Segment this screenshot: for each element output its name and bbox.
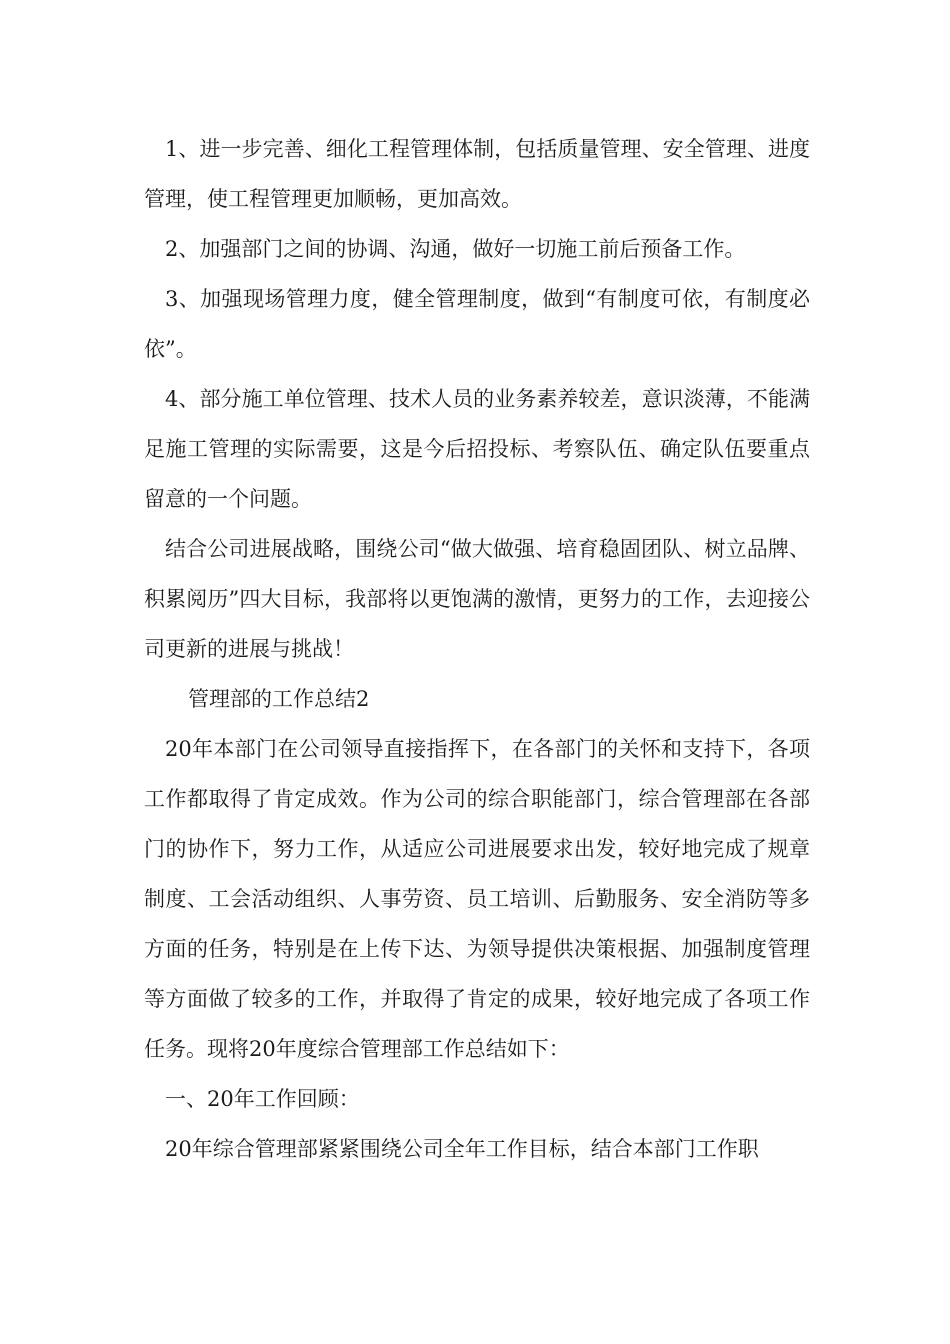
paragraph-item-2: 2、加强部门之间的协调、沟通，做好一切施工前后预备工作。	[165, 237, 746, 261]
subsection-heading: 一、20年工作回顾：	[165, 1087, 360, 1111]
paragraph-intro: 20年本部门在公司领导直接指挥下，在各部门的关怀和支持下，各项工作都取得了肯定成效。作为公司的综合职能部门，综合管理部在各部门的协作下，努力工作，从适应公司进展要求出发，较好地完成了规章制度、工会活动组织、人事劳资、员工培训、后勤服务、安全消防等多方面的任务，特别是在上传下达、为领导提供决策根据、加强制度管理等方面做了较多的工作，并取得了肯定的成果，较好地完成了各项工作任务。现将20年度综合管理部工作总结如下：	[144, 737, 810, 1061]
document-body	[144, 124, 810, 1174]
paragraph-item-3: 3、加强现场管理力度，健全管理制度，做到“有制度可依，有制度必依”。	[144, 287, 810, 361]
paragraph-item-1: 1、进一步完善、细化工程管理体制，包括质量管理、安全管理、进度管理，使工程管理更加顺畅，更加高效。	[144, 137, 810, 211]
paragraph-item-4: 4、部分施工单位管理、技术人员的业务素养较差，意识淡薄，不能满足施工管理的实际需要，这是今后招投标、考察队伍、确定队伍要重点留意的一个问题。	[144, 387, 810, 511]
paragraph-review: 20年综合管理部紧紧围绕公司全年工作目标，结合本部门工作职	[165, 1137, 759, 1161]
paragraph-conclusion: 结合公司进展战略，围绕公司“做大做强、培育稳固团队、树立品牌、积累阅历”四大目标，我部将以更饱满的激情，更努力的工作，去迎接公司更新的进展与挑战！	[144, 537, 810, 661]
section-title: 管理部的工作总结2	[188, 687, 370, 711]
